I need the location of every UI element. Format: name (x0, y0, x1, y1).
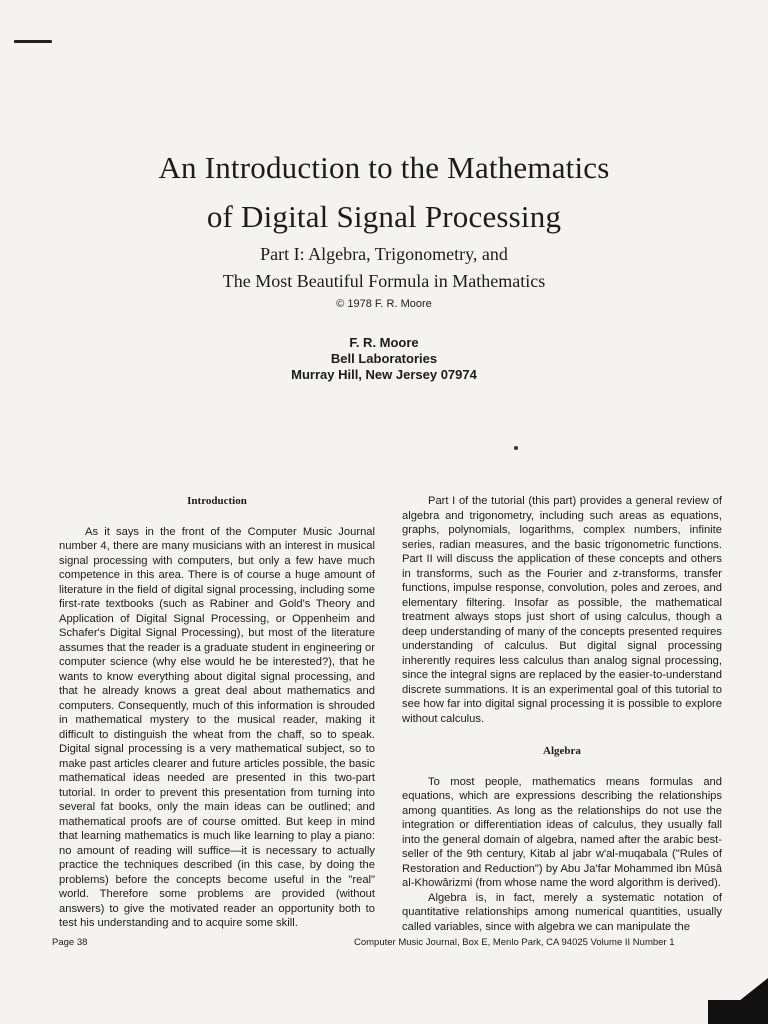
author-affiliation: Bell Laboratories (330, 351, 438, 366)
scan-corner-band (708, 1000, 768, 1024)
title-line-1: An Introduction to the Mathematics (158, 150, 610, 185)
algebra-heading: Algebra (543, 745, 581, 757)
left-column (59, 494, 375, 931)
introduction-paragraph: As it says in the front of the Computer Music Journal number 4, there are many musicians with an interest in musical signal processing with computers, but only a few have much competence in this area. There is of course a huge amount of literature in the field of digital signal processing, including some first-rate textbooks (such as Rabiner and Gold's Theory and Application of Digital Signal Processing, or Oppenheim and Schafer's Digital Signal Processing), but most of the literature assumes that the reader is a graduate student in engineering or computer science (why else would he be interested?), that he wants to know everything about digital signal processing, and that he already knows a great deal about mathematics and computers. Consequently, much of this information is shrouded in mathematical mystery to the musical reader, making it difficult to distinguish the wheat from the chaff, so to speak. Digital signal processing is a very mathematical subject, so to make past articles clearer and future articles possible, the basic mathematical ideas needed are presented in this two-part tutorial. In order to prevent this presentation from turning into several fat books, only the main ideas can be outlined; and mathematical proofs are of course omitted. But keep in mind that learning mathematics is much like learning to play a piano: no amount of reading will suffice—it is necessary to actually practice the techniques described (in this case, by doing the problems) before the concepts become useful in the "real" world. Therefore some problems are provided (without answers) to give the motivated reader an opportunity both to test his understanding and to acquire some skill. (59, 525, 375, 929)
scan-mark (14, 40, 52, 43)
overview-paragraph: Part I of the tutorial (this part) provides a general review of algebra and trigonometry, including such areas as equations, graphs, polynomials, logarithms, complex numbers, infinite series, radian measures, and the basic trigonometric functions. Part II will discuss the application of these concepts and others in transforms, such as the Fourier and z-transforms, transfer functions, impulse response, convolution, poles and zeroes, and elementary filtering. Insofar as possible, the mathematical treatment always stops just short of using calculus, though a deep understanding of many of the concepts presented requires understanding of calculus. But digital signal processing inherently requires less calculus than analog signal processing, since the integral signs are replaced by the easier-to-understand discrete summations. It is an experimental goal of this tutorial to see how far into digital signal processing it is possible to explore without calculus. (402, 495, 722, 725)
algebra-paragraph-1: To most people, mathematics means formulas and equations, which are expressions describing the relationships among quantities. As long as the relationships do not use the integration or differentiation ideas of calculus, they usually fall into the general domain of algebra, named after the arabic best-seller of the 9th century, Kitab al jabr w'al-muqabala ("Rules of Restoration and Reduction") by Abu Ja'far Mohammed ibn Mûsâ al-Khowârizmi (from whose name the word algorithm is derived). (402, 775, 722, 889)
subtitle-line-1: Part I: Algebra, Trigonometry, and (260, 244, 508, 264)
copyright-notice: © 1978 F. R. Moore (336, 298, 432, 310)
page-number: Page 38 (52, 937, 88, 948)
scan-dot (514, 446, 518, 450)
journal-footer: Computer Music Journal, Box E, Menlo Park, CA 94025 Volume II Number 1 (354, 937, 675, 948)
algebra-paragraph-2: Algebra is, in fact, merely a systematic notation of quantitative relationships among numerical quantities, usually called variables, since with algebra we can manipulate the (402, 891, 722, 933)
introduction-heading: Introduction (187, 495, 247, 507)
right-column (402, 494, 722, 934)
author-name: F. R. Moore (349, 335, 419, 350)
author-address: Murray Hill, New Jersey 07974 (291, 367, 477, 382)
title-line-2: of Digital Signal Processing (206, 199, 562, 234)
subtitle-line-2: The Most Beautiful Formula in Mathematics (222, 271, 546, 291)
